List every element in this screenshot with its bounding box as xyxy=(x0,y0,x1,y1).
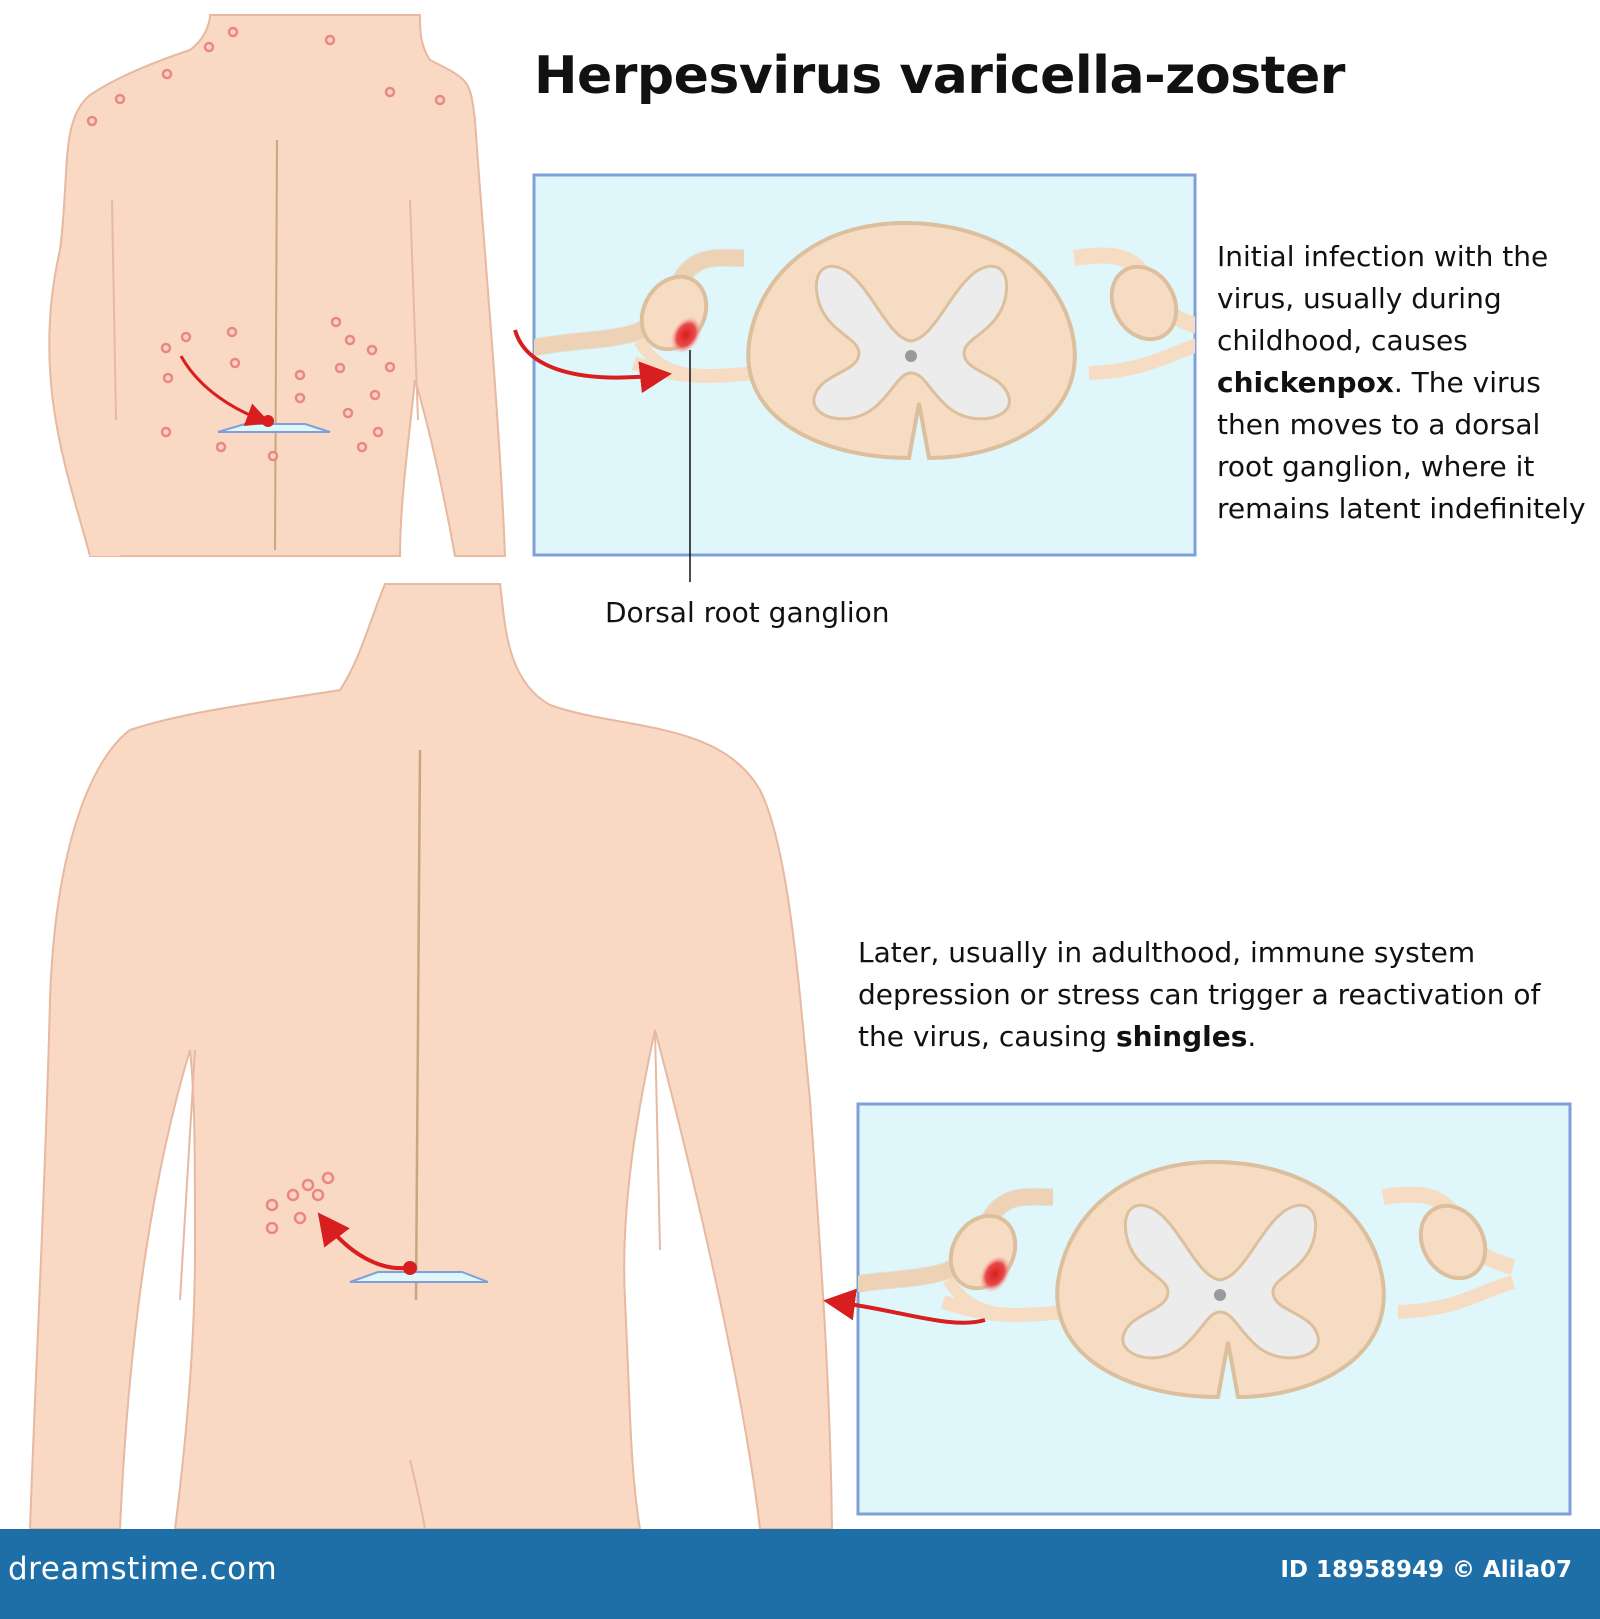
virus-dot-top xyxy=(262,415,274,427)
caption2-text: Later, usually in adulthood, immune system depression or stress can trigger a reactivation of the virus, causing xyxy=(858,936,1541,1053)
label-dorsal-root-ganglion: Dorsal root ganglion xyxy=(605,596,890,629)
footer-bar xyxy=(0,1529,1600,1619)
footer-image-id: ID 18958949 © Alila07 xyxy=(1280,1557,1572,1583)
bottom-back-figure xyxy=(30,584,832,1529)
top-spinal-cord-panel xyxy=(509,175,1204,582)
caption2-text-end: . xyxy=(1247,1020,1257,1053)
caption-chickenpox xyxy=(1217,236,1587,530)
virus-dot-bottom xyxy=(403,1261,417,1275)
caption1-bold: chickenpox xyxy=(1217,366,1394,399)
footer-logo[interactable]: dreamstime.com xyxy=(8,1551,278,1587)
caption1-text: Initial infection with the virus, usually during childhood, causes xyxy=(1217,240,1549,357)
caption2-bold: shingles xyxy=(1115,1020,1248,1053)
caption-shingles xyxy=(858,932,1578,1058)
caption1-text-end: . The virus then moves to a dorsal root ganglion, where it remains latent indefinitely xyxy=(1217,366,1586,525)
page-title: Herpesvirus varicella-zoster xyxy=(534,46,1345,106)
bottom-spinal-cord-panel xyxy=(818,1104,1570,1514)
